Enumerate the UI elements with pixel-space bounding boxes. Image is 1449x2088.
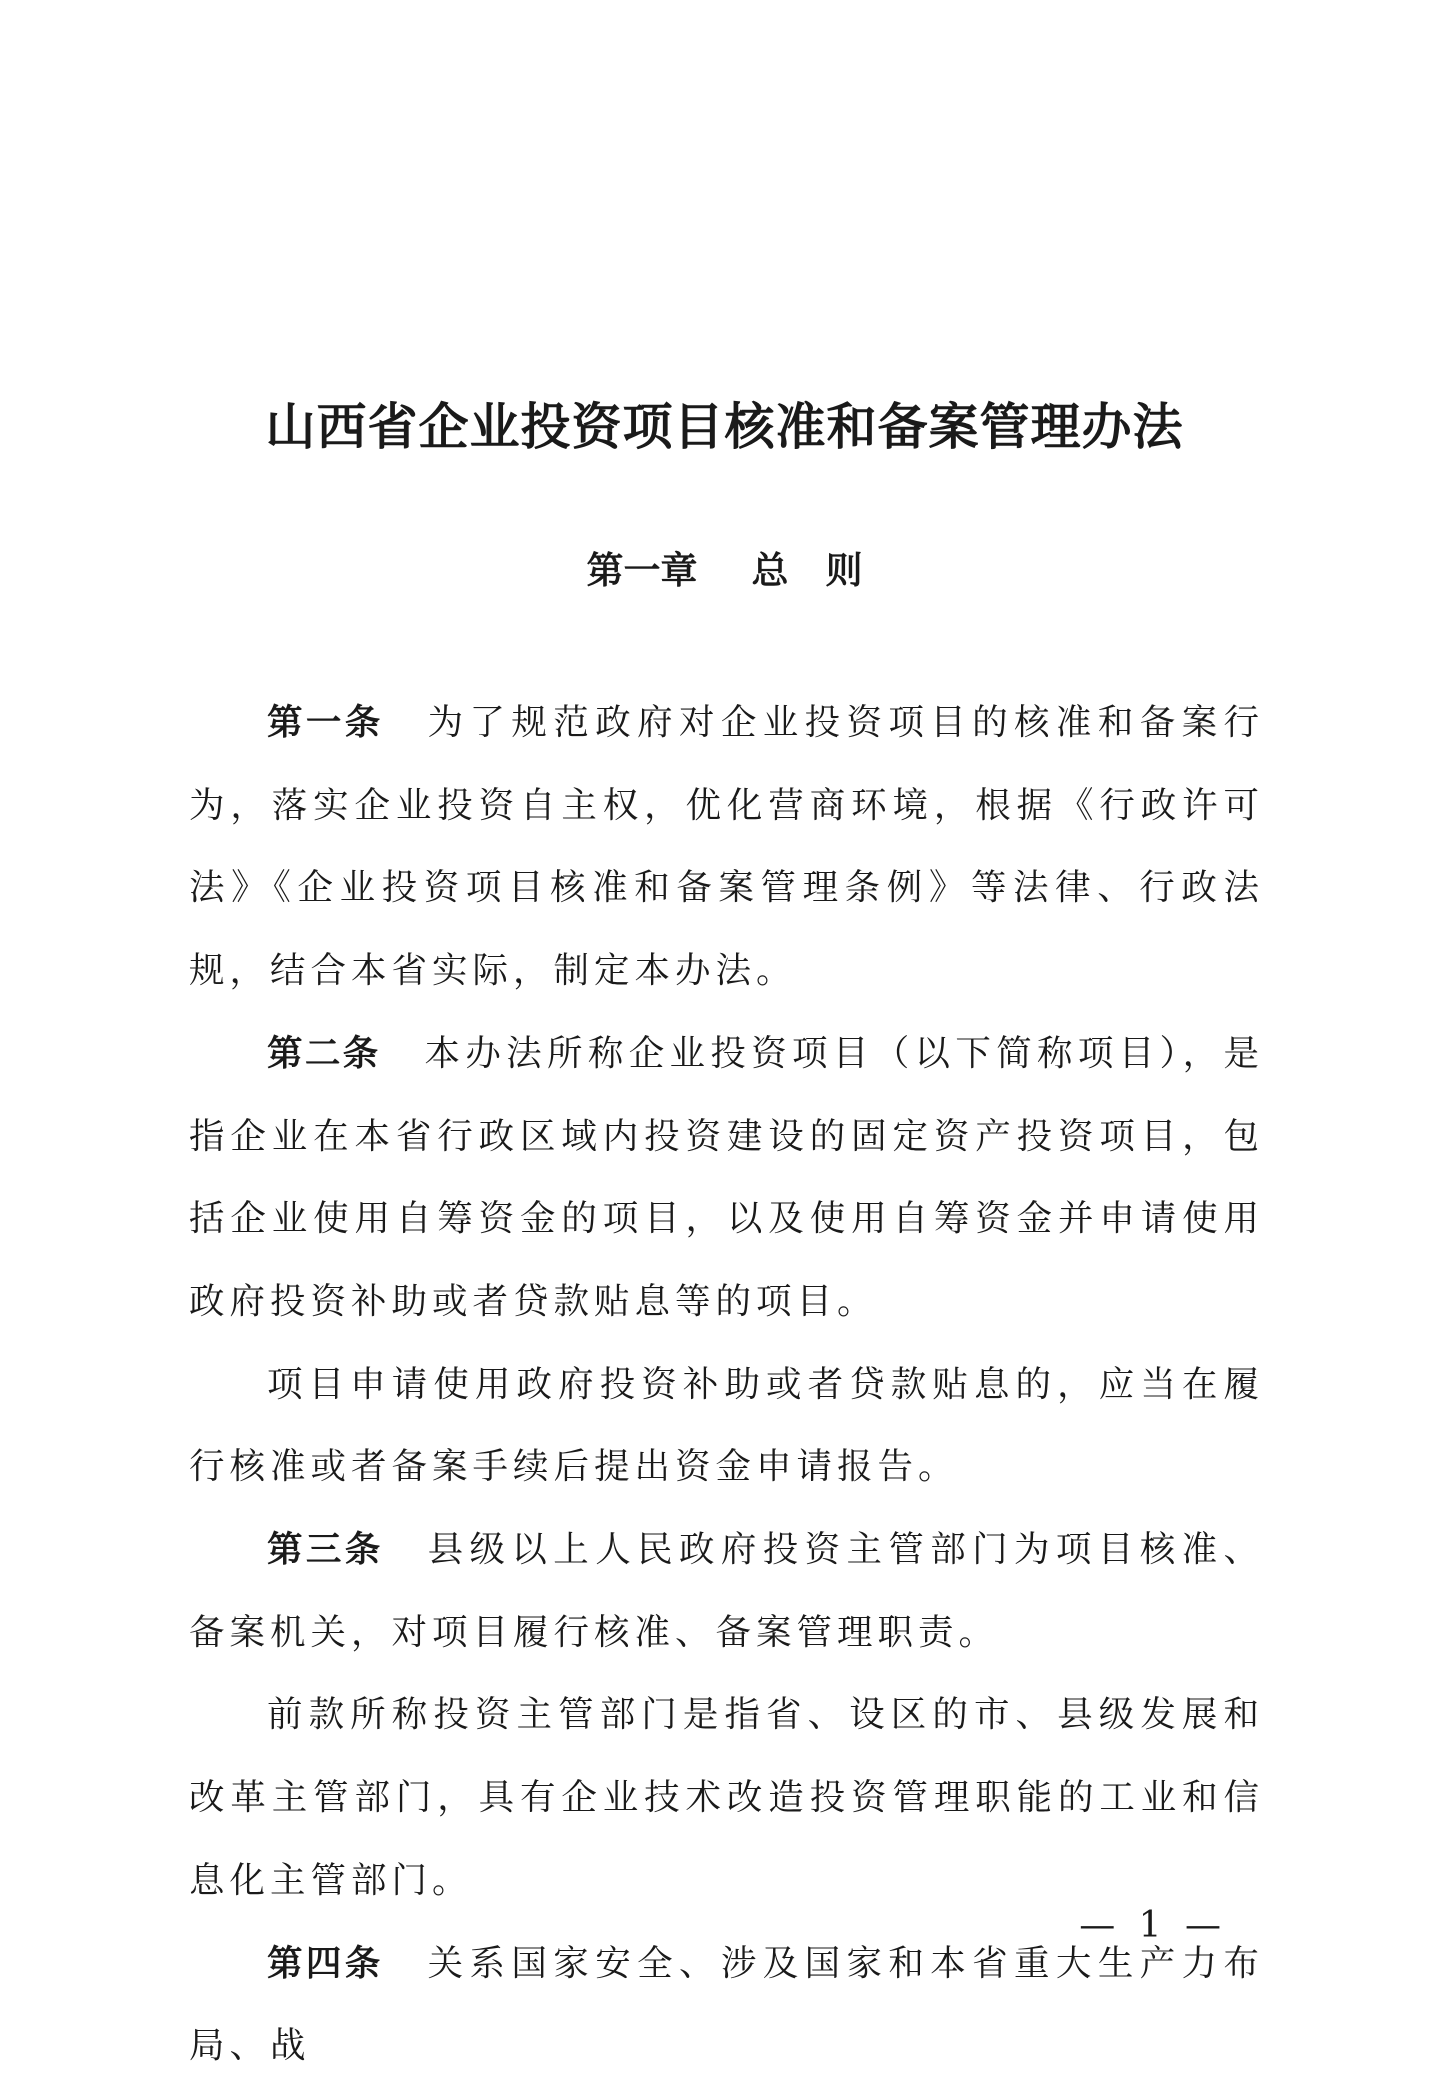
paragraph-text: 县级以上人民政府投资主管部门为项目核准、备案机关，对项目履行核准、备案管理职责。 [189,1529,1264,1653]
chapter-name: 总 则 [751,549,863,592]
paragraph-article-2 [189,1013,1264,1344]
article-label: 第三条 [267,1529,384,1571]
paragraph-text: 项目申请使用政府投资补助或者贷款贴息的，应当在履行核准或者备案手续后提出资金申请报告。 [189,1363,1264,1488]
paragraph-text: 为了规范政府对企业投资项目的核准和备案行为，落实企业投资自主权，优化营商环境，根据《行政许可法》《企业投资项目核准和备案管理条例》等法律、行政法规，结合本省实际，制定本办法。 [189,702,1264,992]
article-label: 第二条 [267,1032,381,1074]
paragraph-article-1 [189,682,1264,1013]
paragraph-text: 前款所称投资主管部门是指省、设区的市、县级发展和改革主管部门，具有企业技术改造投资管理职能的工业和信息化主管部门。 [189,1694,1264,1901]
page-number: — 1 — [1079,1905,1227,1946]
document-title: 山西省企业投资项目核准和备案管理办法 [265,398,1184,456]
paragraph-article-3-clause [189,1674,1264,1922]
article-label: 第四条 [267,1942,384,1984]
paragraph-text: 本办法所称企业投资项目（以下简称项目），是指企业在本省行政区域内投资建设的固定资产投资项目，包括企业使用自筹资金的项目，以及使用自筹资金并申请使用政府投资补助或者贷款贴息等的项目。 [189,1032,1264,1322]
paragraph-article-3 [189,1509,1264,1674]
paragraph-article-4 [189,1923,1264,2088]
paragraph-text: 关系国家安全、涉及国家和本省重大生产力布局、战 [189,1942,1264,2067]
chapter-heading [0,546,1449,596]
chapter-number: 第一章 [586,549,698,592]
document-body [189,682,1264,2088]
article-label: 第一条 [267,702,384,743]
paragraph-article-2-clause [189,1344,1264,1509]
